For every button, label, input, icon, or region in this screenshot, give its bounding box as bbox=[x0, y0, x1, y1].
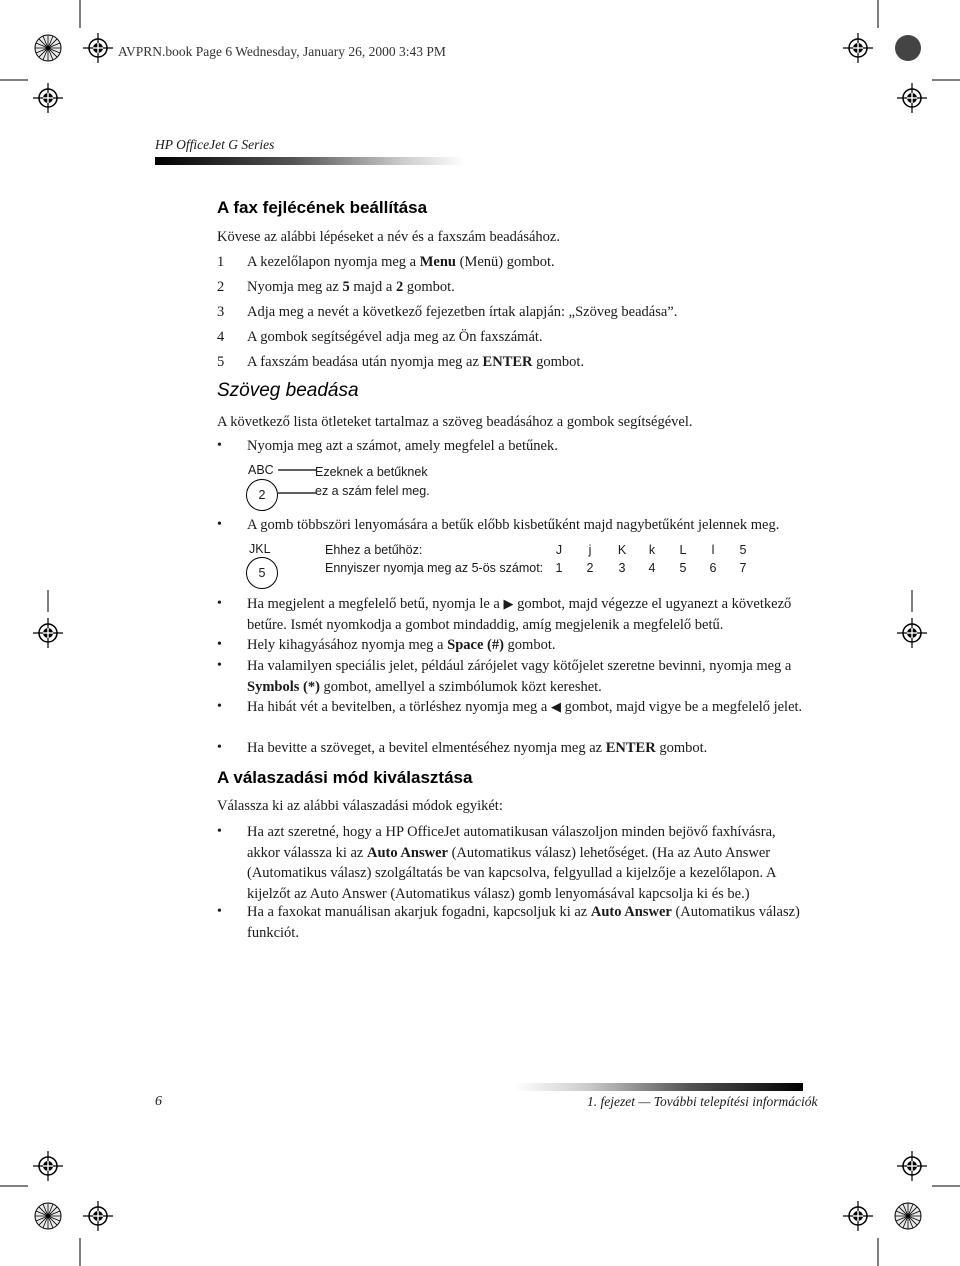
page-number: 6 bbox=[155, 1094, 162, 1109]
list-item: A gomb többszöri lenyomására a betűk előbb kisbetűként majd nagybetűként jelennek meg. bbox=[247, 517, 780, 533]
bullet-icon: • bbox=[217, 517, 222, 532]
step-text: Adja meg a nevét a következő fejezetben írtak alapján: „Szöveg beadása”. bbox=[247, 304, 678, 320]
bullet-icon: • bbox=[217, 658, 222, 673]
key-letters: ABC bbox=[248, 463, 274, 477]
callout-lines bbox=[276, 468, 318, 496]
table-row-label: Ennyiszer nyomja meg az 5-ös számot: bbox=[325, 561, 544, 575]
key-circle: 5 bbox=[246, 557, 278, 589]
header-gradient-bar bbox=[155, 157, 465, 165]
list-item: Ha bevitte a szöveget, a bevitel elmentéséhez nyomja meg az ENTER gombot. bbox=[247, 740, 708, 756]
section-intro: A következő lista ötleteket tartalmaz a szöveg beadásához a gombok segítségével. bbox=[217, 414, 693, 430]
right-arrow-icon: ▶ bbox=[503, 596, 514, 611]
list-item: Ha a faxokat manuálisan akarjuk fogadni, kapcsoljuk ki az Auto Answer (Automatikus válasz) funkciót. bbox=[247, 904, 800, 941]
table-cell: 5 bbox=[679, 561, 687, 575]
list-item: Hely kihagyásához nyomja meg a Space (#) gombot. bbox=[247, 637, 556, 653]
table-cell: 3 bbox=[618, 561, 626, 575]
left-arrow-icon: ◀ bbox=[550, 699, 561, 714]
footer-gradient-bar bbox=[515, 1083, 803, 1091]
section-intro: Válassza ki az alábbi válaszadási módok egyikét: bbox=[217, 798, 503, 814]
table-row-label: Ehhez a betűhöz: bbox=[325, 543, 423, 557]
table-cell: 5 bbox=[739, 543, 747, 557]
table-cell: l bbox=[711, 543, 715, 557]
table-cell: K bbox=[617, 543, 627, 557]
section-title-answer-mode: A válaszadási mód kiválasztása bbox=[217, 768, 473, 787]
list-item: Ha megjelent a megfelelő betű, nyomja le a ▶ gombot, majd végezze el ugyanezt a következő betűre. Ismét nyomkodja a gombot mindaddig, amíg megjelenik a megfelelő betű. bbox=[247, 596, 792, 633]
table-cell: 2 bbox=[586, 561, 594, 575]
key-circle: 2 bbox=[246, 479, 278, 511]
table-cell: J bbox=[555, 543, 563, 557]
table-cell: 4 bbox=[648, 561, 656, 575]
bullet-icon: • bbox=[217, 699, 222, 714]
table-cell: 1 bbox=[555, 561, 563, 575]
list-item: Ha valamilyen speciális jelet, például zárójelet vagy kötőjelet szeretne bevinni, nyomja meg a Symbols (*) gombot, amellyel a szimbólumok közt kereshet. bbox=[247, 658, 792, 695]
section-intro: Kövese az alábbi lépéseket a név és a faxszám beadásához. bbox=[217, 229, 560, 245]
list-item: Ha hibát vét a bevitelben, a törléshez nyomja meg a ◀ gombot, majd vigye be a megfelelő jelet. bbox=[247, 699, 803, 715]
table-cell: 7 bbox=[739, 561, 747, 575]
table-cell: j bbox=[588, 543, 592, 557]
step-text: A gombok segítségével adja meg az Ön faxszámát. bbox=[247, 329, 543, 345]
section-title-text-entry: Szöveg beadása bbox=[217, 380, 359, 401]
bullet-icon: • bbox=[217, 596, 222, 611]
list-item: Ha azt szeretné, hogy a HP OfficeJet automatikusan válaszoljon minden bejövő faxhívásra, akkor válassza ki az Auto Answer (Automatikus válasz) lehetőséget. (Ha az Auto Answer (Automatikus válasz) szolgáltatás be van kapcsolva, felgyullad a kijelzője a kezelőlapon. A kijelzőt az Auto Answer (Automatikus válasz) gomb lenyomásával kapcsolja ki és be.) bbox=[247, 824, 776, 902]
key-letters: JKL bbox=[249, 542, 271, 556]
chapter-title: 1. fejezet — További telepítési információk bbox=[587, 1094, 818, 1109]
table-cell: k bbox=[648, 543, 656, 557]
bullet-icon: • bbox=[217, 904, 222, 919]
bullet-icon: • bbox=[217, 824, 222, 839]
step-number: 5 bbox=[217, 354, 225, 370]
step-text: A faxszám beadása után nyomja meg az ENTER gombot. bbox=[247, 354, 585, 370]
section-title-fax-header: A fax fejlécének beállítása bbox=[217, 198, 428, 217]
step-number: 4 bbox=[217, 329, 225, 345]
bullet-icon: • bbox=[217, 438, 222, 453]
step-number: 3 bbox=[217, 304, 225, 320]
callout-text: ez a szám felel meg. bbox=[315, 484, 430, 498]
running-head: HP OfficeJet G Series bbox=[155, 137, 275, 152]
step-text: Nyomja meg az 5 majd a 2 gombot. bbox=[247, 279, 455, 295]
bullet-icon: • bbox=[217, 637, 222, 652]
bullet-icon: • bbox=[217, 740, 222, 755]
callout-text: Ezeknek a betűknek bbox=[315, 465, 428, 479]
list-item: Nyomja meg azt a számot, amely megfelel a betűnek. bbox=[247, 438, 558, 454]
step-text: A kezelőlapon nyomja meg a Menu (Menü) gombot. bbox=[247, 254, 555, 270]
page-slug: AVPRN.book Page 6 Wednesday, January 26, 2000 3:43 PM bbox=[118, 44, 446, 59]
table-cell: 6 bbox=[709, 561, 717, 575]
step-number: 1 bbox=[217, 254, 225, 270]
table-cell: L bbox=[679, 543, 687, 557]
step-number: 2 bbox=[217, 279, 225, 295]
